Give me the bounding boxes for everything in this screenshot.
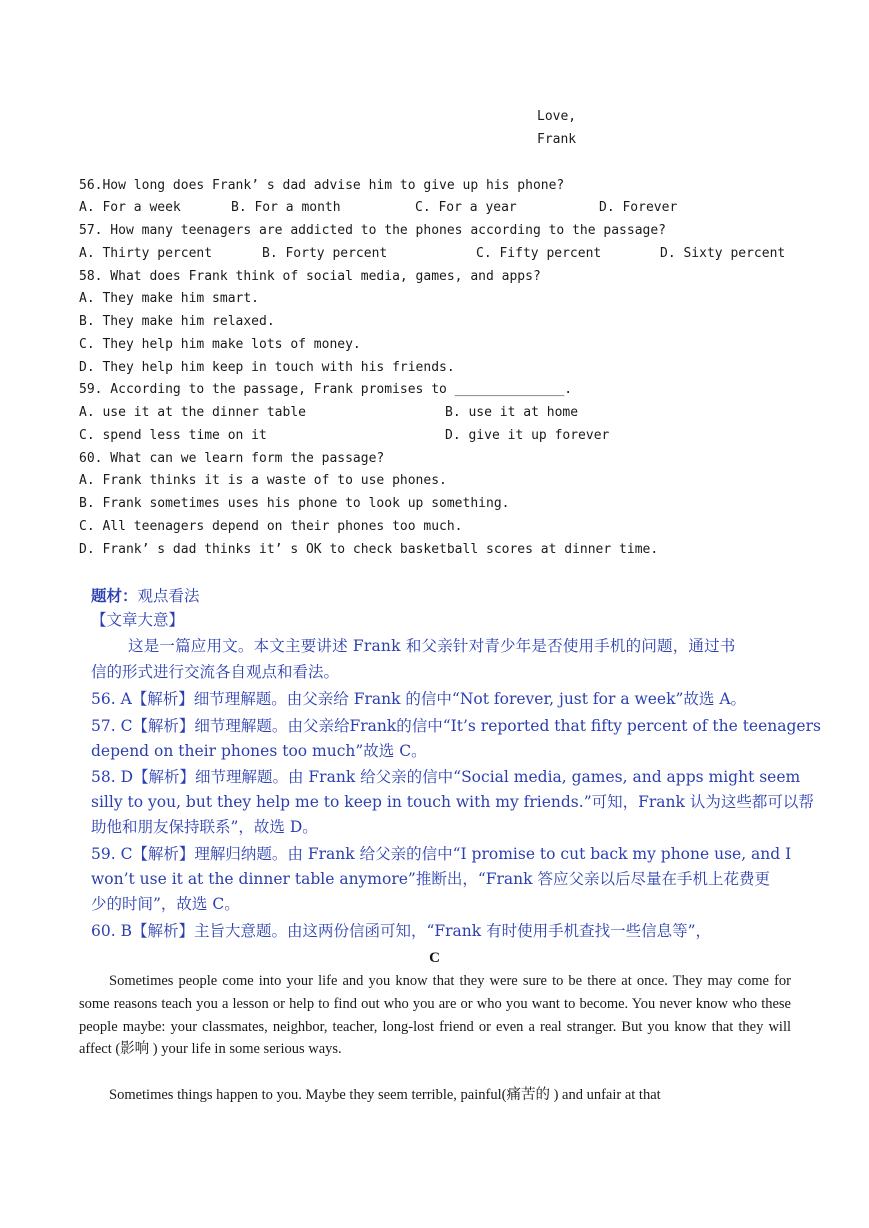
answer-57-line-1: 57. C【解析】细节理解题。由父亲给Frank的信中“It’s reported that fifty percent of the teenagers (91, 717, 821, 735)
q56-option-a: A. For a week (79, 200, 181, 215)
question-59-stem: 59. According to the passage, Frank promises to ______________. (79, 382, 573, 397)
passage-paragraph-1: Sometimes people come into your life and you know that they were sure to be there at once. They may come for some reasons teach you a lesson or help to find out who you are or who you want to become. You never know who these people maybe: your classmates, neighbor, teacher, long-lost friend or even a real stranger. But you know that they will affect (影响 ) your life in some serious ways. (79, 973, 791, 1058)
passage-paragraph-2: Sometimes things happen to you. Maybe they seem terrible, painful(痛苦的 ) and unfair at that (109, 1087, 661, 1103)
q59-option-c: C. spend less time on it (79, 428, 267, 443)
section-label: C (429, 950, 440, 966)
question-57-stem: 57. How many teenagers are addicted to the phones according to the passage? (79, 223, 666, 238)
answer-58-line-1: 58. D【解析】细节理解题。由 Frank 给父亲的信中“Social media, games, and apps might seem (91, 768, 801, 786)
q60-option-b: B. Frank sometimes uses his phone to look up something. (79, 496, 510, 511)
letter-closing: Love, (537, 109, 577, 124)
topic-label: 题材： (91, 586, 138, 605)
answer-59-line-1: 59. C【解析】理解归纳题。由 Frank 给父亲的信中“I promise to cut back my phone use, and I (91, 845, 792, 863)
analysis-summary-line-1: 这是一篇应用文。本文主要讲述 Frank 和父亲针对青少年是否使用手机的问题，通过书 (128, 637, 736, 655)
q60-option-c: C. All teenagers depend on their phones too much. (79, 519, 463, 534)
question-56-stem: 56.How long does Frank’ s dad advise him to give up his phone? (79, 178, 565, 193)
answer-59-line-3: 少的时间”，故选 C。 (91, 895, 240, 913)
q56-option-c: C. For a year (415, 200, 517, 215)
q57-option-d: D. Sixty percent (660, 246, 786, 261)
q60-option-a: A. Frank thinks it is a waste of to use phones. (79, 473, 447, 488)
analysis-summary-line-2: 信的形式进行交流各自观点和看法。 (91, 663, 340, 681)
q58-option-d: D. They help him keep in touch with his friends. (79, 360, 455, 375)
topic-value: 观点看法 (137, 587, 200, 605)
answer-57-line-2: depend on their phones too much”故选 C。 (91, 742, 427, 760)
q57-option-a: A. Thirty percent (79, 246, 213, 261)
question-58-stem: 58. What does Frank think of social media, games, and apps? (79, 269, 541, 284)
answer-56: 56. A【解析】细节理解题。由父亲给 Frank 的信中“Not forever, just for a week”故选 A。 (91, 690, 747, 708)
q59-option-a: A. use it at the dinner table (79, 405, 306, 420)
analysis-topic (91, 588, 200, 605)
question-60-stem: 60. What can we learn form the passage? (79, 451, 385, 466)
q56-option-d: D. Forever (599, 200, 678, 215)
q57-option-c: C. Fifty percent (476, 246, 602, 261)
q58-option-b: B. They make him relaxed. (79, 314, 275, 329)
q60-option-d: D. Frank’ s dad thinks it’ s OK to check basketball scores at dinner time. (79, 542, 659, 557)
q59-option-d: D. give it up forever (445, 428, 610, 443)
answer-60: 60. B【解析】主旨大意题。由这两份信函可知，“Frank 有时使用手机查找一些信息等”， (91, 922, 712, 940)
q57-option-b: B. Forty percent (262, 246, 388, 261)
q58-option-a: A. They make him smart. (79, 291, 260, 306)
answer-58-line-2: silly to you, but they help me to keep in touch with my friends.”可知，Frank 认为这些都可以帮 (91, 793, 814, 811)
q58-option-c: C. They help him make lots of money. (79, 337, 361, 352)
q59-option-b: B. use it at home (445, 405, 579, 420)
answer-58-line-3: 助他和朋友保持联系”，故选 D。 (91, 818, 318, 836)
answer-59-line-2: won’t use it at the dinner table anymore”推断出，“Frank 答应父亲以后尽量在手机上花费更 (91, 870, 770, 888)
q56-option-b: B. For a month (231, 200, 341, 215)
letter-signature: Frank (537, 132, 577, 147)
analysis-heading: 【文章大意】 (91, 611, 185, 629)
